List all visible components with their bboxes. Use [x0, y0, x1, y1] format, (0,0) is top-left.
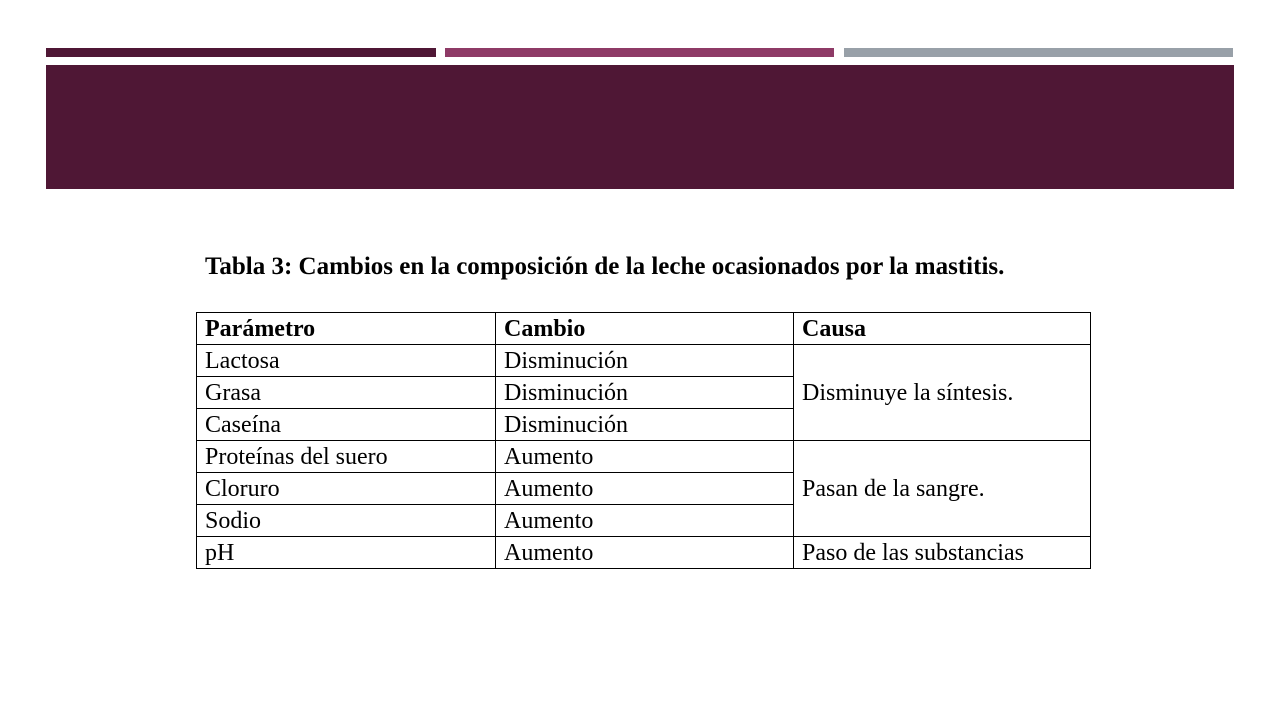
- cell-parametro: Lactosa: [197, 345, 496, 377]
- cell-parametro: Proteínas del suero: [197, 441, 496, 473]
- accent-bar-gray: [844, 48, 1233, 57]
- composition-table: [196, 312, 1091, 569]
- cell-cambio: Aumento: [496, 441, 794, 473]
- accent-bar-dark: [46, 48, 436, 57]
- cell-parametro: Cloruro: [197, 473, 496, 505]
- cell-parametro: pH: [197, 537, 496, 569]
- table-row: [197, 345, 1091, 377]
- cell-causa: Pasan de la sangre.: [794, 441, 1091, 537]
- header-cambio: Cambio: [496, 313, 794, 345]
- cell-cambio: Aumento: [496, 505, 794, 537]
- cell-causa: Paso de las substancias: [794, 537, 1091, 569]
- cell-parametro: Sodio: [197, 505, 496, 537]
- cell-cambio: Disminución: [496, 345, 794, 377]
- cell-cambio: Aumento: [496, 473, 794, 505]
- accent-bar-magenta: [445, 48, 834, 57]
- cell-parametro: Caseína: [197, 409, 496, 441]
- table-row: [197, 441, 1091, 473]
- table-caption: Tabla 3: Cambios en la composición de la leche ocasionados por la mastitis.: [205, 253, 1005, 280]
- table-header-row: [197, 313, 1091, 345]
- title-band: [46, 65, 1234, 189]
- cell-causa: Disminuye la síntesis.: [794, 345, 1091, 441]
- table-row: [197, 537, 1091, 569]
- cell-cambio: Disminución: [496, 377, 794, 409]
- header-causa: Causa: [794, 313, 1091, 345]
- header-parametro: Parámetro: [197, 313, 496, 345]
- cell-cambio: Disminución: [496, 409, 794, 441]
- cell-cambio: Aumento: [496, 537, 794, 569]
- cell-parametro: Grasa: [197, 377, 496, 409]
